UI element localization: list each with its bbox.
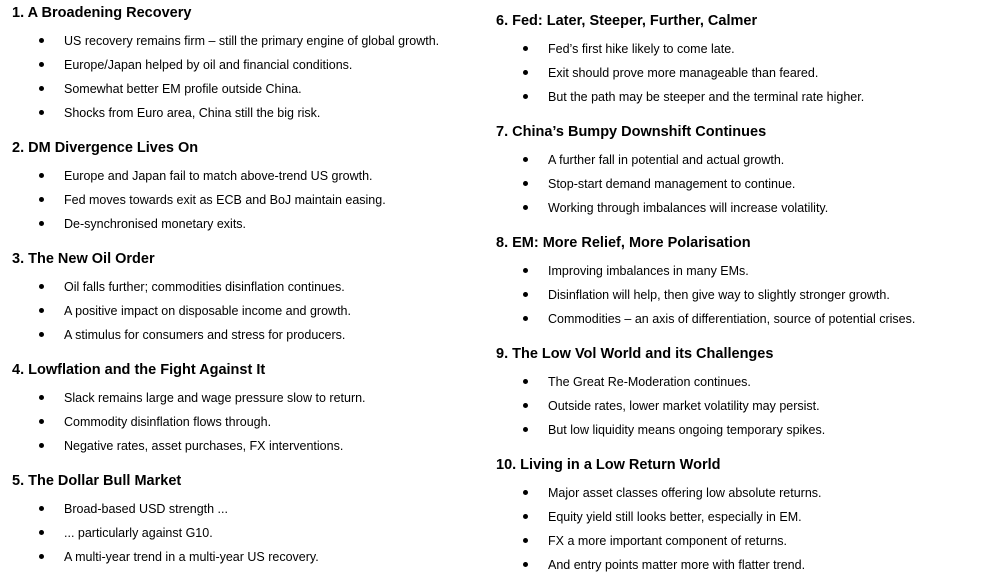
bullet-dot-icon: [523, 403, 528, 408]
bullet-text: Major asset classes offering low absolute returns.: [548, 486, 822, 500]
list-item: [12, 545, 319, 569]
bullet-list: [12, 29, 440, 125]
bullet-text: Stop-start demand management to continue.: [548, 177, 796, 191]
section-title: 8. EM: More Relief, More Polarisation: [496, 235, 751, 251]
bullet-text: But the path may be steeper and the terminal rate higher.: [548, 90, 865, 104]
section-title: 4. Lowflation and the Fight Against It: [12, 362, 266, 378]
bullet-list: [12, 497, 319, 569]
bullet-text: A multi-year trend in a multi-year US recovery.: [64, 550, 319, 564]
bullet-dot-icon: [39, 284, 44, 289]
list-item: [496, 148, 785, 172]
bullet-text: A stimulus for consumers and stress for producers.: [64, 328, 346, 342]
bullet-list: [496, 148, 829, 220]
bullet-text: Improving imbalances in many EMs.: [548, 264, 749, 278]
bullet-dot-icon: [523, 292, 528, 297]
bullet-text: US recovery remains firm – still the primary engine of global growth.: [64, 34, 440, 48]
section-5: [12, 472, 319, 569]
list-item: [12, 410, 272, 434]
section-10: [496, 456, 822, 577]
list-item: [12, 53, 353, 77]
bullet-text: Exit should prove more manageable than feared.: [548, 66, 819, 80]
bullet-text: Negative rates, asset purchases, FX interventions.: [64, 439, 344, 453]
bullet-text: Oil falls further; commodities disinflation continues.: [64, 280, 345, 294]
list-item: [496, 418, 826, 442]
list-item: [496, 481, 822, 505]
section-title: 7. China’s Bumpy Downshift Continues: [496, 124, 767, 140]
bullet-dot-icon: [39, 554, 44, 559]
bullet-text: Europe and Japan fail to match above-trend US growth.: [64, 169, 373, 183]
bullet-dot-icon: [523, 316, 528, 321]
list-item: [12, 77, 302, 101]
bullet-dot-icon: [523, 157, 528, 162]
bullet-text: Working through imbalances will increase volatility.: [548, 201, 829, 215]
list-item: [12, 323, 346, 347]
bullet-list: [496, 37, 865, 109]
bullet-text: Disinflation will help, then give way to slightly stronger growth.: [548, 288, 890, 302]
section-8: [496, 234, 916, 331]
section-title: 2. DM Divergence Lives On: [12, 140, 199, 156]
bullet-text: Outside rates, lower market volatility may persist.: [548, 399, 820, 413]
bullet-dot-icon: [523, 490, 528, 495]
list-item: [12, 275, 345, 299]
bullet-dot-icon: [523, 205, 528, 210]
section-9: [496, 345, 826, 442]
bullet-dot-icon: [39, 443, 44, 448]
list-item: [12, 212, 247, 236]
list-item: [496, 196, 829, 220]
bullet-text: And entry points matter more with flatter trend.: [548, 558, 806, 572]
section-title: 10. Living in a Low Return World: [496, 457, 721, 473]
list-item: [496, 307, 916, 331]
bullet-dot-icon: [39, 221, 44, 226]
list-item: [12, 299, 351, 323]
section-title: 6. Fed: Later, Steeper, Further, Calmer: [496, 13, 758, 29]
bullet-dot-icon: [523, 46, 528, 51]
bullet-text: The Great Re-Moderation continues.: [548, 375, 751, 389]
bullet-list: [496, 259, 916, 331]
bullet-list: [496, 481, 822, 577]
bullet-dot-icon: [523, 514, 528, 519]
bullet-text: Europe/Japan helped by oil and financial conditions.: [64, 58, 353, 72]
bullet-dot-icon: [523, 268, 528, 273]
list-item: [12, 434, 344, 458]
bullet-dot-icon: [39, 197, 44, 202]
bullet-dot-icon: [39, 395, 44, 400]
bullet-text: Broad-based USD strength ...: [64, 502, 228, 516]
bullet-text: Somewhat better EM profile outside China.: [64, 82, 302, 96]
bullet-text: De-synchronised monetary exits.: [64, 217, 247, 231]
section-4: [12, 361, 366, 458]
bullet-text: A positive impact on disposable income and growth.: [64, 304, 351, 318]
bullet-dot-icon: [523, 562, 528, 567]
bullet-dot-icon: [39, 173, 44, 178]
bullet-dot-icon: [39, 308, 44, 313]
list-item: [496, 283, 890, 307]
bullet-dot-icon: [523, 181, 528, 186]
list-item: [12, 521, 213, 545]
list-item: [496, 172, 796, 196]
bullet-text: Fed moves towards exit as ECB and BoJ maintain easing.: [64, 193, 386, 207]
section-title: 1. A Broadening Recovery: [12, 5, 192, 21]
bullet-list: [12, 386, 366, 458]
list-item: [496, 505, 802, 529]
list-item: [12, 386, 366, 410]
section-3: [12, 250, 351, 347]
bullet-dot-icon: [523, 94, 528, 99]
bullet-text: FX a more important component of returns.: [548, 534, 787, 548]
list-item: [496, 259, 751, 283]
list-item: [496, 85, 865, 109]
section-6: [496, 12, 865, 109]
section-title: 9. The Low Vol World and its Challenges: [496, 346, 774, 362]
bullet-dot-icon: [523, 379, 528, 384]
bullet-text: A further fall in potential and actual growth.: [548, 153, 785, 167]
list-item: [12, 29, 440, 53]
list-item: [496, 61, 819, 85]
section-1: [12, 4, 440, 125]
bullet-text: Shocks from Euro area, China still the big risk.: [64, 106, 321, 120]
list-item: [496, 37, 757, 61]
list-item: [496, 529, 787, 553]
section-title: 3. The New Oil Order: [12, 251, 155, 267]
bullet-list: [496, 370, 826, 442]
bullet-dot-icon: [523, 538, 528, 543]
bullet-text: Equity yield still looks better, especially in EM.: [548, 510, 802, 524]
bullet-dot-icon: [39, 530, 44, 535]
bullet-text: Fed’s first hike likely to come late.: [548, 42, 735, 56]
bullet-list: [12, 164, 386, 236]
bullet-text: Commodity disinflation flows through.: [64, 415, 272, 429]
bullet-text: But low liquidity means ongoing temporary spikes.: [548, 423, 826, 437]
section-2: [12, 139, 386, 236]
bullet-list: [12, 275, 351, 347]
list-item: [496, 394, 820, 418]
bullet-dot-icon: [39, 419, 44, 424]
bullet-text: ... particularly against G10.: [64, 526, 213, 540]
bullet-text: Slack remains large and wage pressure slow to return.: [64, 391, 366, 405]
bullet-dot-icon: [39, 86, 44, 91]
list-item: [12, 497, 228, 521]
bullet-dot-icon: [39, 38, 44, 43]
bullet-dot-icon: [39, 506, 44, 511]
list-item: [12, 164, 373, 188]
bullet-text: Commodities – an axis of differentiation, source of potential crises.: [548, 312, 916, 326]
bullet-dot-icon: [39, 110, 44, 115]
section-title: 5. The Dollar Bull Market: [12, 473, 182, 489]
list-item: [12, 101, 321, 125]
list-item: [12, 188, 386, 212]
section-7: [496, 123, 829, 220]
bullet-dot-icon: [523, 70, 528, 75]
bullet-dot-icon: [523, 427, 528, 432]
list-item: [496, 370, 773, 394]
list-item: [496, 553, 806, 577]
bullet-dot-icon: [39, 332, 44, 337]
bullet-dot-icon: [39, 62, 44, 67]
